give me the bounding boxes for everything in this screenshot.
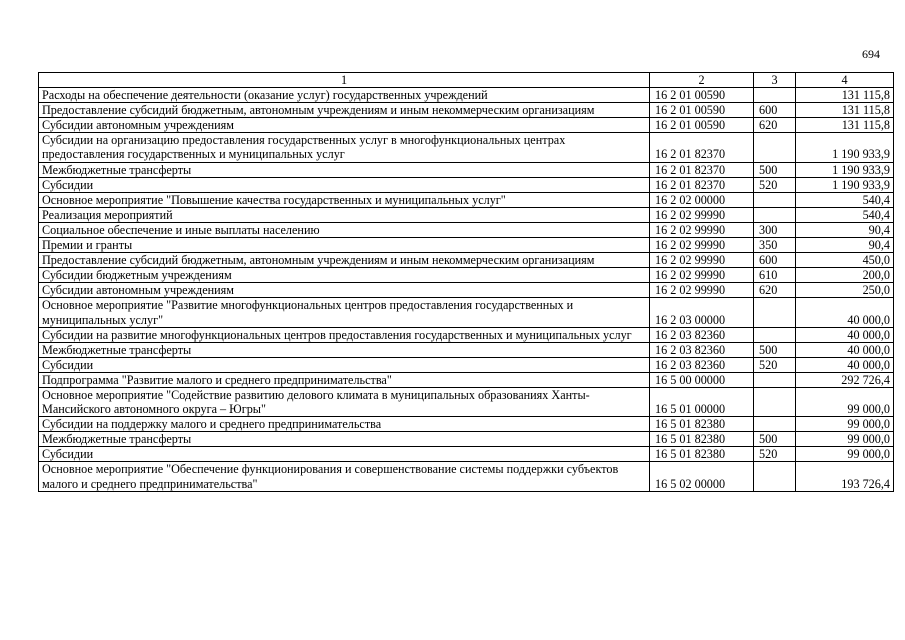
row-kind: 610 (754, 268, 796, 283)
row-code: 16 5 01 82380 (650, 417, 754, 432)
table-row (39, 298, 894, 327)
row-code: 16 2 02 99990 (650, 283, 754, 298)
row-code: 16 2 03 00000 (650, 298, 754, 327)
header-col-2: 2 (650, 73, 754, 88)
row-code: 16 2 02 99990 (650, 268, 754, 283)
row-amount: 1 190 933,9 (796, 162, 894, 177)
header-row (39, 73, 894, 88)
table-row (39, 207, 894, 222)
table-row (39, 222, 894, 237)
row-amount: 200,0 (796, 268, 894, 283)
page-number: 694 (862, 47, 880, 61)
row-name: Межбюджетные трансферты (39, 342, 650, 357)
row-name: Межбюджетные трансферты (39, 162, 650, 177)
row-kind: 600 (754, 103, 796, 118)
row-name: Предоставление субсидий бюджетным, автономным учреждениям и иным некоммерческим организациям (39, 103, 650, 118)
row-amount: 131 115,8 (796, 103, 894, 118)
row-name: Субсидии автономным учреждениям (39, 283, 650, 298)
table-body (39, 88, 894, 492)
table-row (39, 103, 894, 118)
row-code: 16 2 01 82370 (650, 162, 754, 177)
row-code: 16 5 02 00000 (650, 462, 754, 491)
row-name: Основное мероприятие "Содействие развитию делового климата в муниципальных образованиях Ханты-Мансийского автономного округа – Югры" (39, 387, 650, 416)
row-code: 16 5 01 00000 (650, 387, 754, 416)
table-row (39, 432, 894, 447)
row-name: Межбюджетные трансферты (39, 432, 650, 447)
row-name: Субсидии (39, 357, 650, 372)
row-amount: 193 726,4 (796, 462, 894, 491)
row-kind (754, 417, 796, 432)
row-name: Субсидии на организацию предоставления государственных услуг в многофункциональных центрах предоставления государственных и муниципальных услуг (39, 133, 650, 162)
row-kind: 350 (754, 238, 796, 253)
row-name: Субсидии (39, 177, 650, 192)
table-row (39, 253, 894, 268)
row-amount: 1 190 933,9 (796, 177, 894, 192)
row-name: Подпрограмма "Развитие малого и среднего предпринимательства" (39, 372, 650, 387)
row-amount: 540,4 (796, 207, 894, 222)
table-header (39, 73, 894, 88)
row-kind: 600 (754, 253, 796, 268)
header-col-3: 3 (754, 73, 796, 88)
row-name: Субсидии автономным учреждениям (39, 118, 650, 133)
row-code: 16 2 01 00590 (650, 88, 754, 103)
row-amount: 40 000,0 (796, 298, 894, 327)
row-kind: 500 (754, 162, 796, 177)
row-amount: 250,0 (796, 283, 894, 298)
row-kind (754, 298, 796, 327)
row-name: Субсидии на развитие многофункциональных центров предоставления государственных и муниципальных услуг (39, 327, 650, 342)
row-name: Премии и гранты (39, 238, 650, 253)
row-code: 16 2 03 82360 (650, 342, 754, 357)
row-kind: 620 (754, 118, 796, 133)
row-code: 16 2 01 00590 (650, 118, 754, 133)
row-kind: 520 (754, 357, 796, 372)
table-row (39, 357, 894, 372)
row-kind (754, 372, 796, 387)
table-row (39, 417, 894, 432)
table-row (39, 372, 894, 387)
row-code: 16 2 02 99990 (650, 207, 754, 222)
row-kind (754, 88, 796, 103)
row-code: 16 2 01 82370 (650, 177, 754, 192)
row-name: Субсидии на поддержку малого и среднего предпринимательства (39, 417, 650, 432)
row-name: Расходы на обеспечение деятельности (оказание услуг) государственных учреждений (39, 88, 650, 103)
row-code: 16 5 00 00000 (650, 372, 754, 387)
row-amount: 99 000,0 (796, 387, 894, 416)
row-amount: 540,4 (796, 192, 894, 207)
row-code: 16 5 01 82380 (650, 447, 754, 462)
row-code: 16 5 01 82380 (650, 432, 754, 447)
row-kind (754, 462, 796, 491)
row-name: Основное мероприятие "Обеспечение функционирования и совершенствование системы поддержки субъектов малого и среднего предпринимательства" (39, 462, 650, 491)
row-code: 16 2 03 82360 (650, 357, 754, 372)
row-name: Социальное обеспечение и иные выплаты населению (39, 222, 650, 237)
row-amount: 450,0 (796, 253, 894, 268)
row-code: 16 2 03 82360 (650, 327, 754, 342)
table-row (39, 177, 894, 192)
table-row (39, 342, 894, 357)
table-row (39, 118, 894, 133)
table-row (39, 88, 894, 103)
row-amount: 40 000,0 (796, 342, 894, 357)
row-kind (754, 327, 796, 342)
row-name: Реализация мероприятий (39, 207, 650, 222)
row-kind (754, 133, 796, 162)
row-amount: 99 000,0 (796, 432, 894, 447)
row-kind: 620 (754, 283, 796, 298)
row-code: 16 2 02 99990 (650, 253, 754, 268)
table-row (39, 327, 894, 342)
row-kind: 300 (754, 222, 796, 237)
row-name: Предоставление субсидий бюджетным, автономным учреждениям и иным некоммерческим организациям (39, 253, 650, 268)
budget-table (38, 72, 894, 492)
row-code: 16 2 02 99990 (650, 222, 754, 237)
row-code: 16 2 01 00590 (650, 103, 754, 118)
row-name: Субсидии бюджетным учреждениям (39, 268, 650, 283)
table-row (39, 447, 894, 462)
header-col-1: 1 (39, 73, 650, 88)
row-name: Субсидии (39, 447, 650, 462)
row-amount: 40 000,0 (796, 327, 894, 342)
row-kind (754, 192, 796, 207)
table-row (39, 192, 894, 207)
row-amount: 131 115,8 (796, 88, 894, 103)
row-amount: 1 190 933,9 (796, 133, 894, 162)
row-kind (754, 207, 796, 222)
row-name: Основное мероприятие "Повышение качества государственных и муниципальных услуг" (39, 192, 650, 207)
table-row (39, 462, 894, 491)
row-code: 16 2 02 99990 (650, 238, 754, 253)
table-row (39, 387, 894, 416)
table-row (39, 268, 894, 283)
row-kind: 500 (754, 342, 796, 357)
row-code: 16 2 01 82370 (650, 133, 754, 162)
row-amount: 99 000,0 (796, 447, 894, 462)
header-col-4: 4 (796, 73, 894, 88)
row-kind: 520 (754, 447, 796, 462)
table-row (39, 162, 894, 177)
row-amount: 40 000,0 (796, 357, 894, 372)
table-row (39, 238, 894, 253)
row-kind: 520 (754, 177, 796, 192)
table-row (39, 133, 894, 162)
table-row (39, 283, 894, 298)
row-code: 16 2 02 00000 (650, 192, 754, 207)
row-amount: 292 726,4 (796, 372, 894, 387)
row-amount: 90,4 (796, 222, 894, 237)
row-name: Основное мероприятие "Развитие многофункциональных центров предоставления государственных и муниципальных услуг" (39, 298, 650, 327)
row-kind: 500 (754, 432, 796, 447)
row-amount: 99 000,0 (796, 417, 894, 432)
row-amount: 90,4 (796, 238, 894, 253)
row-amount: 131 115,8 (796, 118, 894, 133)
row-kind (754, 387, 796, 416)
